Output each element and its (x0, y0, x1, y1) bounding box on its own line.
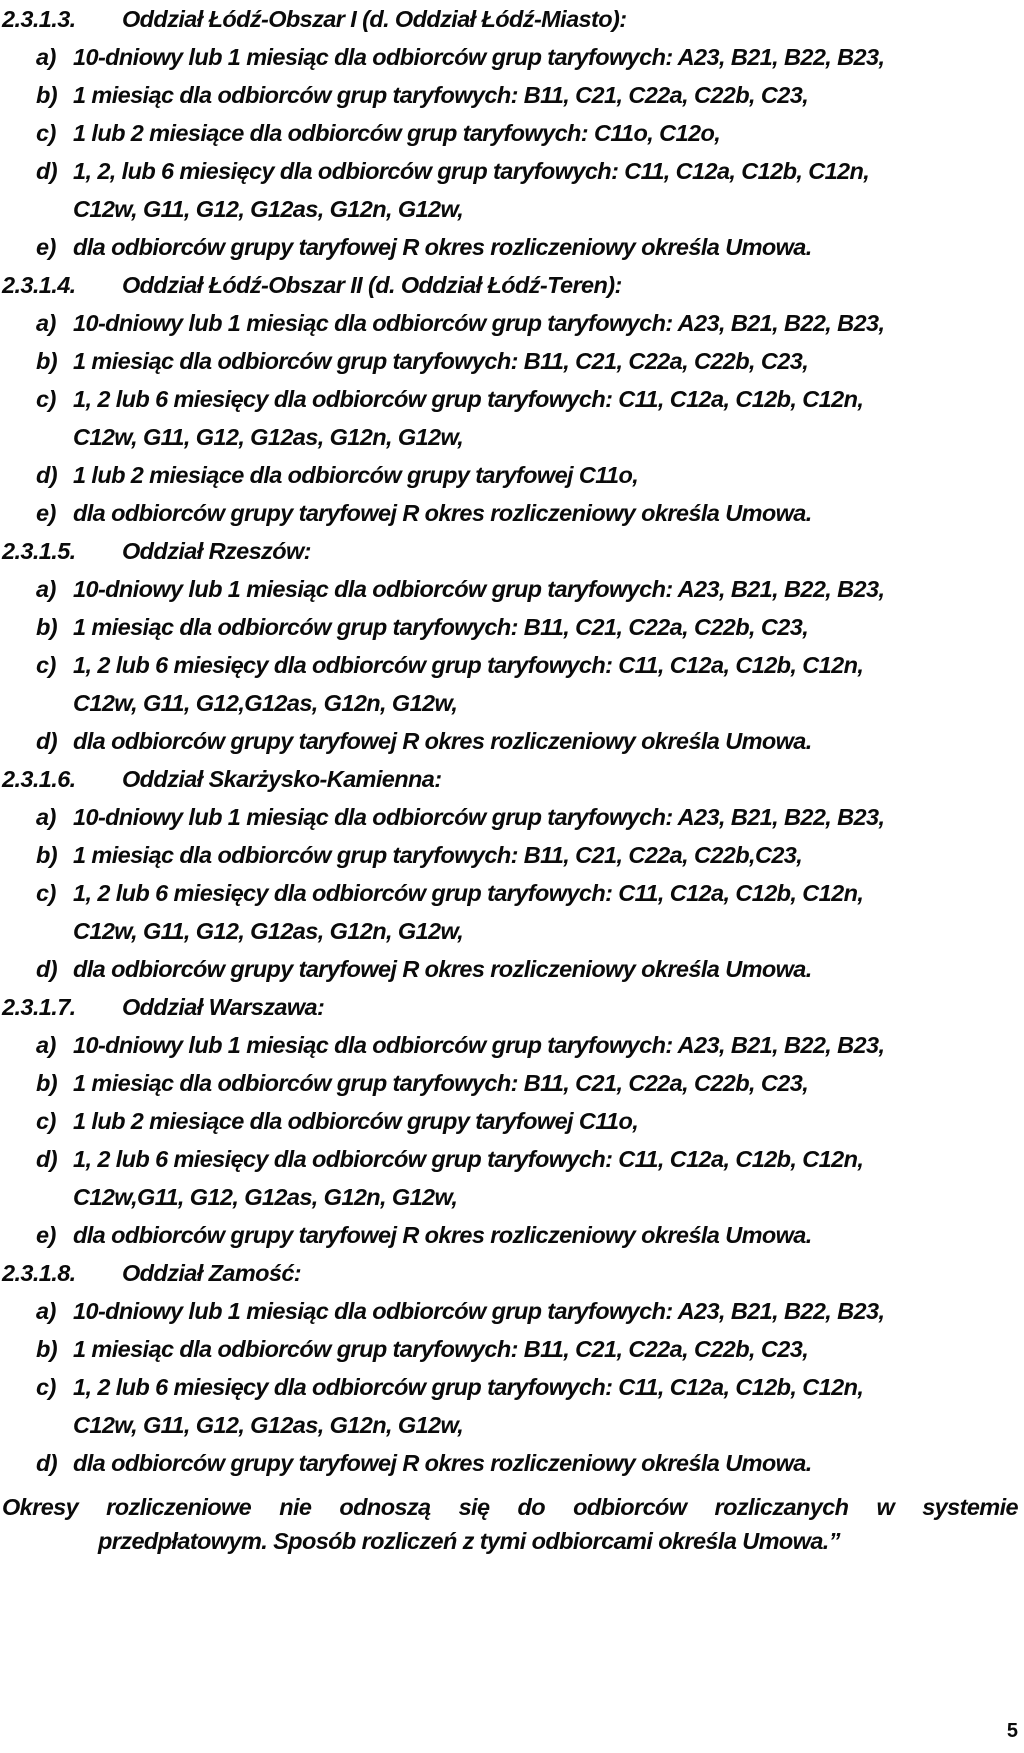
section-heading (0, 988, 1024, 1026)
list-item (0, 874, 1024, 950)
section-title: Oddział Łódź-Obszar II (d. Oddział Łódź-Teren): (122, 272, 622, 298)
list-item (0, 380, 1024, 456)
section (0, 988, 1024, 1254)
list-item-text: 1, 2 lub 6 miesięcy dla odbiorców grup taryfowych: C11, C12a, C12b, C12n, (73, 1146, 864, 1172)
list-item-marker: b) (36, 82, 57, 108)
list-item-text: 1 miesiąc dla odbiorców grup taryfowych: B11, C21, C22a, C22b, C23, (73, 1336, 809, 1362)
section-title: Oddział Skarżysko-Kamienna: (122, 766, 442, 792)
section-heading (0, 1254, 1024, 1292)
list-item (0, 228, 1024, 266)
list-item (0, 1444, 1024, 1482)
section-title: Oddział Zamość: (122, 1260, 302, 1286)
section-heading (0, 0, 1024, 38)
section (0, 1254, 1024, 1482)
list-item (0, 304, 1024, 342)
list-item-continuation: C12w, G11, G12, G12as, G12n, G12w, (73, 196, 464, 222)
list-item (0, 38, 1024, 76)
list-item-text: dla odbiorców grupy taryfowej R okres rozliczeniowy określa Umowa. (73, 234, 812, 260)
section-number: 2.3.1.6. (2, 766, 76, 792)
list-item-text: 10-dniowy lub 1 miesiąc dla odbiorców grup taryfowych: A23, B21, B22, B23, (73, 1032, 885, 1058)
list-item (0, 1368, 1024, 1444)
list-item-continuation: C12w, G11, G12, G12as, G12n, G12w, (73, 424, 464, 450)
list-item (0, 152, 1024, 228)
page-number: 5 (1006, 1720, 1018, 1742)
section (0, 0, 1024, 266)
list-item-marker: c) (36, 1374, 56, 1400)
list-item-marker: a) (36, 1032, 56, 1058)
list-item-marker: b) (36, 1070, 57, 1096)
closing-note-line-1: Okresy rozliczeniowe nie odnoszą się do odbiorców rozliczanych w systemie (2, 1494, 1018, 1520)
section-number: 2.3.1.7. (2, 994, 76, 1020)
list-item-text: 1, 2 lub 6 miesięcy dla odbiorców grup taryfowych: C11, C12a, C12b, C12n, (73, 386, 864, 412)
list-item-marker: c) (36, 386, 56, 412)
list-item-text: 10-dniowy lub 1 miesiąc dla odbiorców grup taryfowych: A23, B21, B22, B23, (73, 1298, 885, 1324)
section-title: Oddział Łódź-Obszar I (d. Oddział Łódź-Miasto): (122, 6, 627, 32)
list-item-text: 10-dniowy lub 1 miesiąc dla odbiorców grup taryfowych: A23, B21, B22, B23, (73, 310, 885, 336)
list-item (0, 608, 1024, 646)
list-item (0, 456, 1024, 494)
section (0, 760, 1024, 988)
list-item (0, 1140, 1024, 1216)
list-item-marker: d) (36, 728, 57, 754)
list-item-marker: d) (36, 1450, 57, 1476)
list-item (0, 342, 1024, 380)
list-item-text: dla odbiorców grupy taryfowej R okres rozliczeniowy określa Umowa. (73, 956, 812, 982)
list-item-marker: a) (36, 44, 56, 70)
closing-note (0, 1490, 1024, 1558)
list-item (0, 722, 1024, 760)
list-item-text: 1 lub 2 miesiące dla odbiorców grup taryfowych: C11o, C12o, (73, 120, 721, 146)
list-item (0, 494, 1024, 532)
list-item-marker: e) (36, 500, 56, 526)
list-item-text: dla odbiorców grupy taryfowej R okres rozliczeniowy określa Umowa. (73, 500, 812, 526)
section-heading (0, 532, 1024, 570)
list-item-marker: a) (36, 1298, 56, 1324)
list-item-marker: d) (36, 462, 57, 488)
list-item-marker: a) (36, 576, 56, 602)
list-item-marker: b) (36, 614, 57, 640)
section-heading (0, 760, 1024, 798)
section-number: 2.3.1.8. (2, 1260, 76, 1286)
list-item-marker: d) (36, 956, 57, 982)
list-item-text: 10-dniowy lub 1 miesiąc dla odbiorców grup taryfowych: A23, B21, B22, B23, (73, 804, 885, 830)
list-item-marker: b) (36, 842, 57, 868)
list-item-marker: d) (36, 1146, 57, 1172)
list-item (0, 1102, 1024, 1140)
list-item (0, 76, 1024, 114)
section-title: Oddział Warszawa: (122, 994, 325, 1020)
list-item-text: 1 miesiąc dla odbiorców grup taryfowych: B11, C21, C22a, C22b, C23, (73, 1070, 809, 1096)
list-item-text: 1, 2 lub 6 miesięcy dla odbiorców grup taryfowych: C11, C12a, C12b, C12n, (73, 652, 864, 678)
list-item (0, 570, 1024, 608)
list-item (0, 798, 1024, 836)
list-item-continuation: C12w, G11, G12, G12as, G12n, G12w, (73, 918, 464, 944)
list-item-marker: e) (36, 234, 56, 260)
list-item-text: 10-dniowy lub 1 miesiąc dla odbiorców grup taryfowych: A23, B21, B22, B23, (73, 576, 885, 602)
section-heading (0, 266, 1024, 304)
list-item-continuation: C12w, G11, G12, G12as, G12n, G12w, (73, 1412, 464, 1438)
list-item-marker: a) (36, 310, 56, 336)
section (0, 266, 1024, 532)
section-number: 2.3.1.4. (2, 272, 76, 298)
closing-note-line-2: przedpłatowym. Sposób rozliczeń z tymi odbiorcami określa Umowa.” (98, 1528, 840, 1554)
section-number: 2.3.1.5. (2, 538, 76, 564)
list-item-text: 1 lub 2 miesiące dla odbiorców grupy taryfowej C11o, (73, 1108, 639, 1134)
list-item (0, 1330, 1024, 1368)
list-item-text: dla odbiorców grupy taryfowej R okres rozliczeniowy określa Umowa. (73, 1222, 812, 1248)
section (0, 532, 1024, 760)
list-item-marker: e) (36, 1222, 56, 1248)
list-item (0, 1026, 1024, 1064)
list-item (0, 836, 1024, 874)
list-item (0, 1216, 1024, 1254)
list-item-marker: c) (36, 120, 56, 146)
list-item-text: 1 miesiąc dla odbiorców grup taryfowych: B11, C21, C22a, C22b,C23, (73, 842, 803, 868)
list-item-text: 1 miesiąc dla odbiorców grup taryfowych: B11, C21, C22a, C22b, C23, (73, 614, 809, 640)
list-item-marker: a) (36, 804, 56, 830)
list-item-text: 1 lub 2 miesiące dla odbiorców grupy taryfowej C11o, (73, 462, 639, 488)
list-item-text: dla odbiorców grupy taryfowej R okres rozliczeniowy określa Umowa. (73, 1450, 812, 1476)
list-item-marker: d) (36, 158, 57, 184)
list-item-marker: b) (36, 348, 57, 374)
list-item-text: 1 miesiąc dla odbiorców grup taryfowych: B11, C21, C22a, C22b, C23, (73, 348, 809, 374)
list-item (0, 646, 1024, 722)
list-item-continuation: C12w,G11, G12, G12as, G12n, G12w, (73, 1184, 458, 1210)
list-item-text: 1 miesiąc dla odbiorców grup taryfowych: B11, C21, C22a, C22b, C23, (73, 82, 809, 108)
list-item-continuation: C12w, G11, G12,G12as, G12n, G12w, (73, 690, 458, 716)
list-item-marker: b) (36, 1336, 57, 1362)
list-item (0, 950, 1024, 988)
list-item-text: 10-dniowy lub 1 miesiąc dla odbiorców grup taryfowych: A23, B21, B22, B23, (73, 44, 885, 70)
list-item-text: 1, 2 lub 6 miesięcy dla odbiorców grup taryfowych: C11, C12a, C12b, C12n, (73, 880, 864, 906)
list-item-marker: c) (36, 652, 56, 678)
section-number: 2.3.1.3. (2, 6, 76, 32)
list-item-text: dla odbiorców grupy taryfowej R okres rozliczeniowy określa Umowa. (73, 728, 812, 754)
list-item (0, 114, 1024, 152)
list-item-text: 1, 2 lub 6 miesięcy dla odbiorców grup taryfowych: C11, C12a, C12b, C12n, (73, 1374, 864, 1400)
list-item-marker: c) (36, 880, 56, 906)
list-item-text: 1, 2, lub 6 miesięcy dla odbiorców grup taryfowych: C11, C12a, C12b, C12n, (73, 158, 870, 184)
list-item (0, 1064, 1024, 1102)
list-item-marker: c) (36, 1108, 56, 1134)
section-title: Oddział Rzeszów: (122, 538, 311, 564)
list-item (0, 1292, 1024, 1330)
